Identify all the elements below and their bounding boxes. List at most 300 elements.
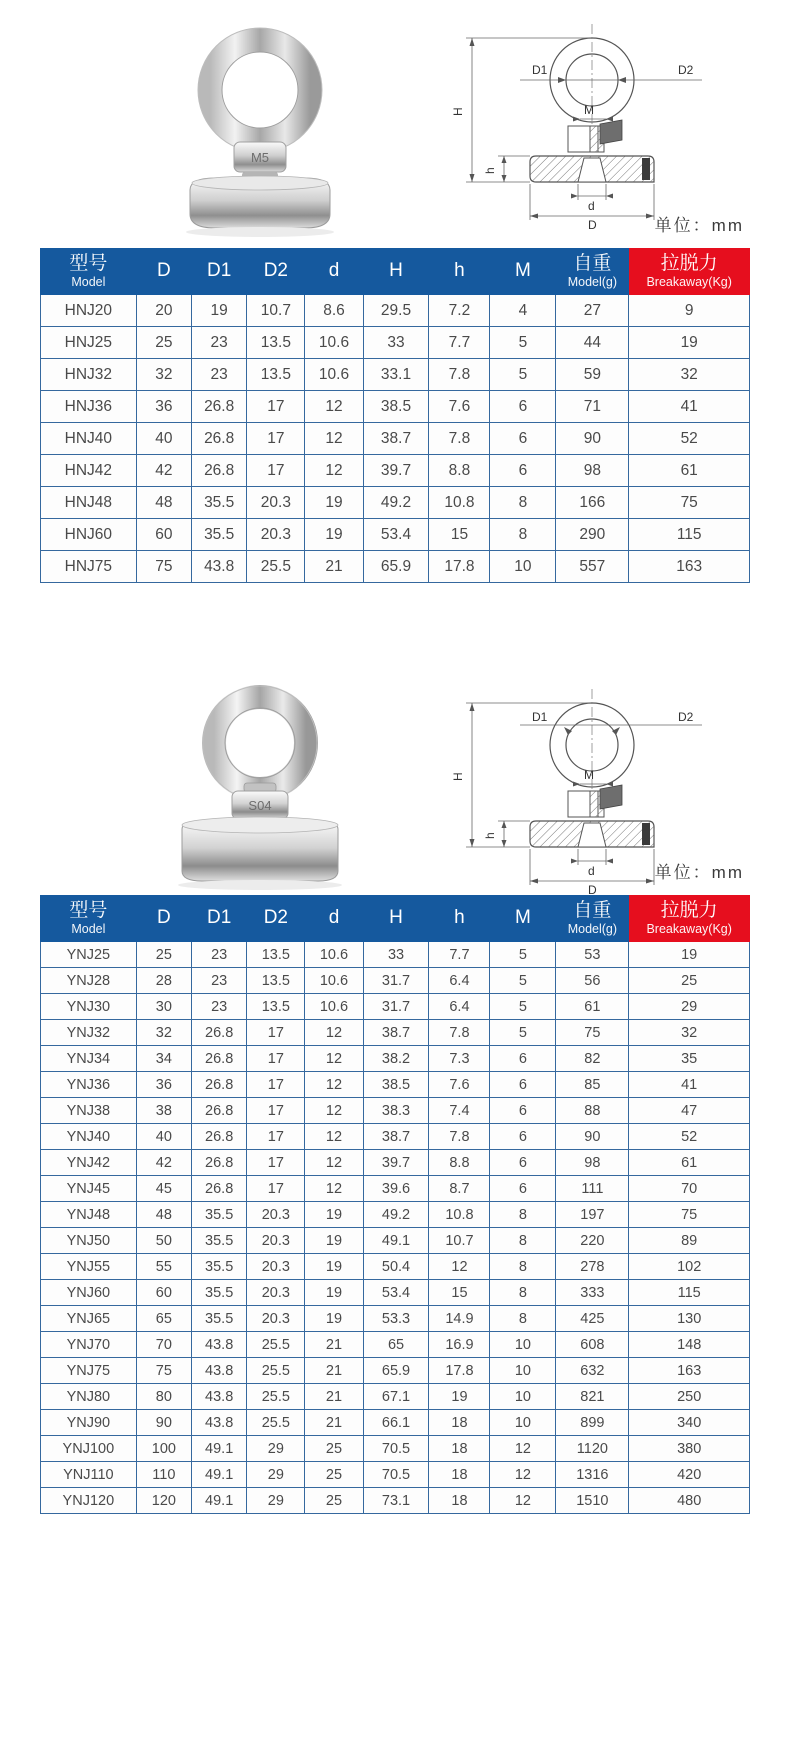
value-cell: 110 [136,1462,191,1488]
value-cell: 25 [136,327,191,359]
value-cell: 102 [629,1254,750,1280]
value-cell: 23 [192,327,247,359]
value-cell: 20.3 [247,1228,305,1254]
value-cell: 26.8 [192,423,247,455]
value-cell: 23 [192,994,247,1020]
value-cell: 10 [490,1332,556,1358]
value-cell: 19 [305,1228,363,1254]
value-cell: 9 [629,295,750,327]
value-cell: 27 [556,295,629,327]
value-cell: 26.8 [192,391,247,423]
eyebolt-magnet-photo-icon [140,683,380,893]
value-cell: 26.8 [192,1098,247,1124]
value-cell: 20.3 [247,1280,305,1306]
model-cell: YNJ38 [41,1098,137,1124]
value-cell: 1316 [556,1462,629,1488]
dim-label-h-big: H [451,772,465,781]
value-cell: 8.8 [429,1150,490,1176]
value-cell: 130 [629,1306,750,1332]
value-cell: 98 [556,455,629,487]
value-cell: 10.6 [305,968,363,994]
model-cell: YNJ34 [41,1046,137,1072]
value-cell: 28 [136,968,191,994]
value-cell: 49.2 [363,1202,429,1228]
unit-label: 单位：mm [654,863,744,882]
header-D: D [136,249,191,295]
value-cell: 70 [136,1332,191,1358]
value-cell: 278 [556,1254,629,1280]
value-cell: 26.8 [192,1124,247,1150]
value-cell: 7.8 [429,1124,490,1150]
value-cell: 21 [305,1358,363,1384]
value-cell: 15 [429,519,490,551]
header-M: M [490,249,556,295]
model-cell: HNJ48 [41,487,137,519]
ynj-table-body [41,942,750,1514]
model-cell: HNJ20 [41,295,137,327]
table-row [41,1306,750,1332]
value-cell: 45 [136,1176,191,1202]
header-weight: 自重 Model(g) [556,249,629,295]
value-cell: 6 [490,1046,556,1072]
value-cell: 82 [556,1046,629,1072]
value-cell: 19 [305,1202,363,1228]
header-D1: D1 [192,896,247,942]
value-cell: 35 [629,1046,750,1072]
value-cell: 17 [247,455,305,487]
table-row [41,359,750,391]
model-cell: HNJ60 [41,519,137,551]
value-cell: 6 [490,1176,556,1202]
value-cell: 38.7 [363,1124,429,1150]
dim-label-d2: D2 [678,710,694,724]
table-row [41,1150,750,1176]
value-cell: 35.5 [192,1228,247,1254]
value-cell: 75 [629,1202,750,1228]
hnj-product-photo [110,18,410,240]
value-cell: 23 [192,359,247,391]
value-cell: 20.3 [247,519,305,551]
table-row [41,487,750,519]
value-cell: 480 [629,1488,750,1514]
table-row [41,423,750,455]
value-cell: 75 [136,1358,191,1384]
value-cell: 10 [490,551,556,583]
dim-label-h-big: H [451,107,465,116]
value-cell: 60 [136,519,191,551]
value-cell: 67.1 [363,1384,429,1410]
value-cell: 8 [490,1280,556,1306]
table-row [41,994,750,1020]
value-cell: 90 [556,1124,629,1150]
value-cell: 38.7 [363,1020,429,1046]
dim-label-d-big: D [588,883,597,895]
value-cell: 17 [247,1176,305,1202]
value-cell: 65.9 [363,551,429,583]
value-cell: 12 [305,1176,363,1202]
table-row [41,1046,750,1072]
value-cell: 1120 [556,1436,629,1462]
value-cell: 608 [556,1332,629,1358]
value-cell: 29 [629,994,750,1020]
value-cell: 10.7 [429,1228,490,1254]
value-cell: 8 [490,1306,556,1332]
value-cell: 29 [247,1462,305,1488]
value-cell: 53.4 [363,519,429,551]
model-cell: YNJ55 [41,1254,137,1280]
value-cell: 47 [629,1098,750,1124]
table-row [41,1124,750,1150]
value-cell: 21 [305,1384,363,1410]
model-cell: YNJ60 [41,1280,137,1306]
table-row [41,1228,750,1254]
value-cell: 220 [556,1228,629,1254]
value-cell: 35.5 [192,1280,247,1306]
value-cell: 557 [556,551,629,583]
value-cell: 70 [629,1176,750,1202]
header-h: h [429,896,490,942]
value-cell: 85 [556,1072,629,1098]
value-cell: 20.3 [247,487,305,519]
unit-label: 单位：mm [654,216,744,235]
model-cell: YNJ70 [41,1332,137,1358]
value-cell: 52 [629,423,750,455]
table-row [41,1098,750,1124]
value-cell: 17 [247,1072,305,1098]
value-cell: 26.8 [192,1072,247,1098]
value-cell: 12 [305,455,363,487]
header-d: d [305,896,363,942]
header-D: D [136,896,191,942]
value-cell: 59 [556,359,629,391]
value-cell: 12 [305,391,363,423]
value-cell: 53.4 [363,1280,429,1306]
value-cell: 197 [556,1202,629,1228]
value-cell: 19 [192,295,247,327]
value-cell: 75 [556,1020,629,1046]
value-cell: 14.9 [429,1306,490,1332]
value-cell: 7.7 [429,327,490,359]
value-cell: 33 [363,942,429,968]
value-cell: 32 [629,359,750,391]
table-row [41,295,750,327]
value-cell: 8 [490,1254,556,1280]
value-cell: 35.5 [192,1254,247,1280]
dim-label-d2: D2 [678,63,694,77]
value-cell: 41 [629,391,750,423]
model-cell: YNJ80 [41,1384,137,1410]
ynj-product-photo [110,683,410,893]
value-cell: 61 [629,1150,750,1176]
value-cell: 6 [490,423,556,455]
value-cell: 5 [490,968,556,994]
value-cell: 13.5 [247,327,305,359]
value-cell: 35.5 [192,487,247,519]
value-cell: 40 [136,423,191,455]
value-cell: 7.7 [429,942,490,968]
model-cell: YNJ36 [41,1072,137,1098]
value-cell: 5 [490,327,556,359]
value-cell: 632 [556,1358,629,1384]
value-cell: 12 [490,1436,556,1462]
value-cell: 70.5 [363,1436,429,1462]
value-cell: 23 [192,968,247,994]
value-cell: 6 [490,1098,556,1124]
value-cell: 39.7 [363,1150,429,1176]
table-row [41,1020,750,1046]
value-cell: 18 [429,1410,490,1436]
value-cell: 41 [629,1072,750,1098]
value-cell: 48 [136,487,191,519]
section-divider-space [0,583,790,653]
model-cell: YNJ75 [41,1358,137,1384]
model-cell: YNJ45 [41,1176,137,1202]
value-cell: 39.7 [363,455,429,487]
value-cell: 26.8 [192,1046,247,1072]
value-cell: 6 [490,455,556,487]
value-cell: 10 [490,1358,556,1384]
value-cell: 49.1 [192,1488,247,1514]
dim-label-m: M [584,103,594,117]
value-cell: 7.8 [429,1020,490,1046]
model-cell: HNJ42 [41,455,137,487]
value-cell: 166 [556,487,629,519]
header-d: d [305,249,363,295]
value-cell: 290 [556,519,629,551]
table-row [41,942,750,968]
value-cell: 35.5 [192,1306,247,1332]
dim-label-h-small: h [483,167,497,174]
hnj-table-body [41,295,750,583]
value-cell: 17 [247,1098,305,1124]
value-cell: 49.1 [363,1228,429,1254]
value-cell: 20.3 [247,1306,305,1332]
value-cell: 38.5 [363,1072,429,1098]
value-cell: 17 [247,391,305,423]
value-cell: 23 [192,942,247,968]
table-row [41,327,750,359]
value-cell: 75 [136,551,191,583]
value-cell: 25 [136,942,191,968]
value-cell: 115 [629,519,750,551]
value-cell: 8.7 [429,1176,490,1202]
value-cell: 10.8 [429,1202,490,1228]
value-cell: 49.1 [192,1436,247,1462]
value-cell: 5 [490,359,556,391]
value-cell: 38.7 [363,423,429,455]
value-cell: 6.4 [429,994,490,1020]
value-cell: 52 [629,1124,750,1150]
header-model: 型号 Model [41,896,137,942]
value-cell: 26.8 [192,1020,247,1046]
value-cell: 36 [136,391,191,423]
value-cell: 8.8 [429,455,490,487]
value-cell: 50 [136,1228,191,1254]
value-cell: 19 [305,1306,363,1332]
value-cell: 19 [305,519,363,551]
value-cell: 19 [305,487,363,519]
value-cell: 17 [247,1020,305,1046]
value-cell: 90 [136,1410,191,1436]
value-cell: 35.5 [192,519,247,551]
value-cell: 17.8 [429,551,490,583]
dim-label-d1: D1 [532,710,548,724]
value-cell: 10.7 [247,295,305,327]
model-cell: YNJ28 [41,968,137,994]
value-cell: 5 [490,1020,556,1046]
value-cell: 10.8 [429,487,490,519]
value-cell: 25 [305,1462,363,1488]
model-cell: HNJ75 [41,551,137,583]
value-cell: 17 [247,1046,305,1072]
value-cell: 73.1 [363,1488,429,1514]
value-cell: 21 [305,551,363,583]
value-cell: 20.3 [247,1254,305,1280]
value-cell: 13.5 [247,994,305,1020]
value-cell: 821 [556,1384,629,1410]
value-cell: 12 [429,1254,490,1280]
table-row [41,1202,750,1228]
header-breakaway: 拉脱力 Breakaway(Kg) [629,249,750,295]
value-cell: 33.1 [363,359,429,391]
value-cell: 65.9 [363,1358,429,1384]
value-cell: 21 [305,1332,363,1358]
value-cell: 13.5 [247,942,305,968]
table-row [41,1176,750,1202]
value-cell: 19 [629,942,750,968]
value-cell: 40 [136,1124,191,1150]
model-cell: YNJ42 [41,1150,137,1176]
value-cell: 36 [136,1072,191,1098]
value-cell: 8 [490,1202,556,1228]
model-cell: YNJ120 [41,1488,137,1514]
value-cell: 49.2 [363,487,429,519]
table-row [41,1280,750,1306]
model-cell: HNJ32 [41,359,137,391]
table-row [41,1436,750,1462]
value-cell: 12 [305,1150,363,1176]
table-row [41,519,750,551]
value-cell: 26.8 [192,1176,247,1202]
value-cell: 60 [136,1280,191,1306]
value-cell: 66.1 [363,1410,429,1436]
table-row [41,1254,750,1280]
value-cell: 98 [556,1150,629,1176]
header-model: 型号 Model [41,249,137,295]
value-cell: 25.5 [247,1358,305,1384]
value-cell: 425 [556,1306,629,1332]
value-cell: 42 [136,455,191,487]
table-row [41,1462,750,1488]
value-cell: 7.8 [429,423,490,455]
value-cell: 44 [556,327,629,359]
model-cell: YNJ50 [41,1228,137,1254]
value-cell: 899 [556,1410,629,1436]
dim-label-m: M [584,768,594,782]
model-cell: YNJ32 [41,1020,137,1046]
value-cell: 32 [629,1020,750,1046]
value-cell: 38.3 [363,1098,429,1124]
hnj-technical-diagram [432,18,742,235]
value-cell: 49.1 [192,1462,247,1488]
value-cell: 19 [305,1254,363,1280]
value-cell: 333 [556,1280,629,1306]
value-cell: 25.5 [247,1384,305,1410]
value-cell: 340 [629,1410,750,1436]
value-cell: 89 [629,1228,750,1254]
value-cell: 30 [136,994,191,1020]
value-cell: 33 [363,327,429,359]
value-cell: 5 [490,942,556,968]
value-cell: 19 [629,327,750,359]
header-M: M [490,896,556,942]
value-cell: 10.6 [305,359,363,391]
value-cell: 12 [305,1020,363,1046]
table-row [41,1332,750,1358]
value-cell: 18 [429,1436,490,1462]
value-cell: 13.5 [247,968,305,994]
table-row [41,391,750,423]
value-cell: 7.8 [429,359,490,391]
value-cell: 19 [429,1384,490,1410]
value-cell: 17 [247,1150,305,1176]
value-cell: 43.8 [192,551,247,583]
table-row [41,1358,750,1384]
value-cell: 29.5 [363,295,429,327]
model-cell: YNJ100 [41,1436,137,1462]
value-cell: 163 [629,1358,750,1384]
value-cell: 26.8 [192,1150,247,1176]
value-cell: 70.5 [363,1462,429,1488]
value-cell: 65 [136,1306,191,1332]
value-cell: 43.8 [192,1384,247,1410]
value-cell: 18 [429,1488,490,1514]
table-row [41,1072,750,1098]
ynj-spec-table-wrap [40,895,750,1514]
header-h: h [429,249,490,295]
ynj-spec-table [40,895,750,1514]
value-cell: 18 [429,1462,490,1488]
value-cell: 10 [490,1410,556,1436]
dim-label-d-big: D [588,218,597,230]
value-cell: 90 [556,423,629,455]
value-cell: 20.3 [247,1202,305,1228]
value-cell: 25 [629,968,750,994]
value-cell: 20 [136,295,191,327]
value-cell: 6 [490,1072,556,1098]
value-cell: 10.6 [305,327,363,359]
value-cell: 25.5 [247,1410,305,1436]
model-cell: HNJ25 [41,327,137,359]
value-cell: 19 [305,1280,363,1306]
value-cell: 7.6 [429,1072,490,1098]
value-cell: 5 [490,994,556,1020]
value-cell: 71 [556,391,629,423]
value-cell: 163 [629,551,750,583]
value-cell: 12 [490,1462,556,1488]
value-cell: 8.6 [305,295,363,327]
model-cell: YNJ110 [41,1462,137,1488]
value-cell: 10.6 [305,994,363,1020]
value-cell: 15 [429,1280,490,1306]
value-cell: 7.4 [429,1098,490,1124]
value-cell: 25.5 [247,551,305,583]
value-cell: 17.8 [429,1358,490,1384]
magnet-marking-label: M5 [250,150,270,165]
value-cell: 6 [490,1150,556,1176]
model-cell: HNJ36 [41,391,137,423]
dim-label-d1: D1 [532,63,548,77]
